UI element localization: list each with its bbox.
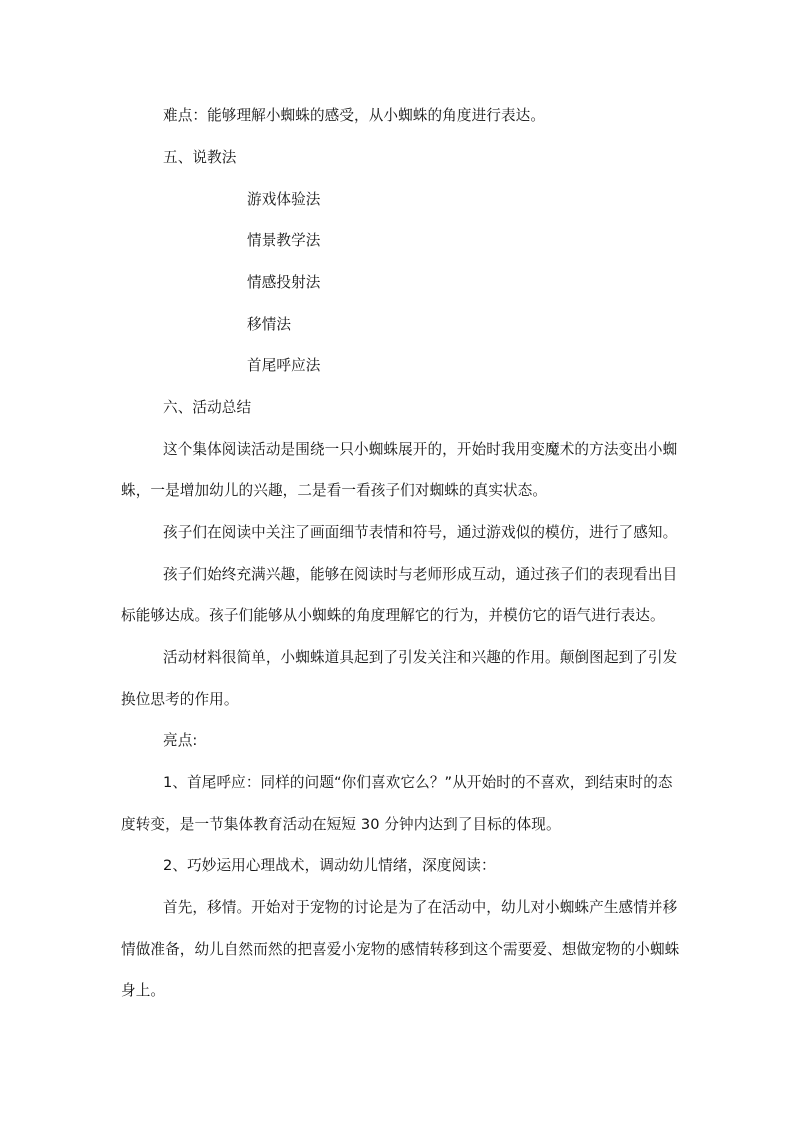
paragraph-line: 标能够达成。孩子们能够从小蜘蛛的角度理解它的行为，并模仿它的语气进行表达。 [121,607,665,624]
method-item: 游戏体验法 [247,191,321,208]
highlights-heading: 亮点: [163,732,198,749]
paragraph-line: 度转变，是一节集体教育活动在短短 30 分钟内达到了目标的体现。 [121,816,561,833]
method-item: 首尾呼应法 [247,357,321,374]
section-heading-summary: 六、活动总结 [163,399,252,416]
paragraph-line: 孩子们在阅读中关注了画面细节表情和符号，通过游戏似的模仿，进行了感知。 [163,524,678,541]
paragraph-line: 换位思考的作用。 [121,691,239,708]
paragraph-line: 1、首尾呼应：同样的问题“你们喜欢它么？”从开始时的不喜欢，到结束时的态 [163,774,673,791]
paragraph-line: 蛛，一是增加幼儿的兴趣，二是看一看孩子们对蜘蛛的真实状态。 [121,482,548,499]
section-heading-methods: 五、说教法 [163,149,237,166]
paragraph-line: 这个集体阅读活动是围绕一只小蜘蛛展开的，开始时我用变魔术的方法变出小蜘 [163,441,678,458]
paragraph-line: 2、巧妙运用心理战术，调动幼儿情绪，深度阅读： [163,857,496,874]
paragraph-line: 情做准备，幼儿自然而然的把喜爱小宠物的感情转移到这个需要爱、想做宠物的小蜘蛛 [121,941,680,958]
difficulty-line: 难点：能够理解小蜘蛛的感受，从小蜘蛛的角度进行表达。 [163,107,546,124]
method-item: 情感投射法 [247,274,321,291]
paragraph-line: 活动材料很简单，小蜘蛛道具起到了引发关注和兴趣的作用。颠倒图起到了引发 [163,649,678,666]
method-item: 移情法 [247,316,292,333]
method-item: 情景教学法 [247,232,321,249]
paragraph-line: 首先，移情。开始对于宠物的讨论是为了在活动中，幼儿对小蜘蛛产生感情并移 [163,899,678,916]
paragraph-line: 身上。 [121,982,166,999]
paragraph-line: 孩子们始终充满兴趣，能够在阅读时与老师形成互动，通过孩子们的表现看出目 [163,566,678,583]
